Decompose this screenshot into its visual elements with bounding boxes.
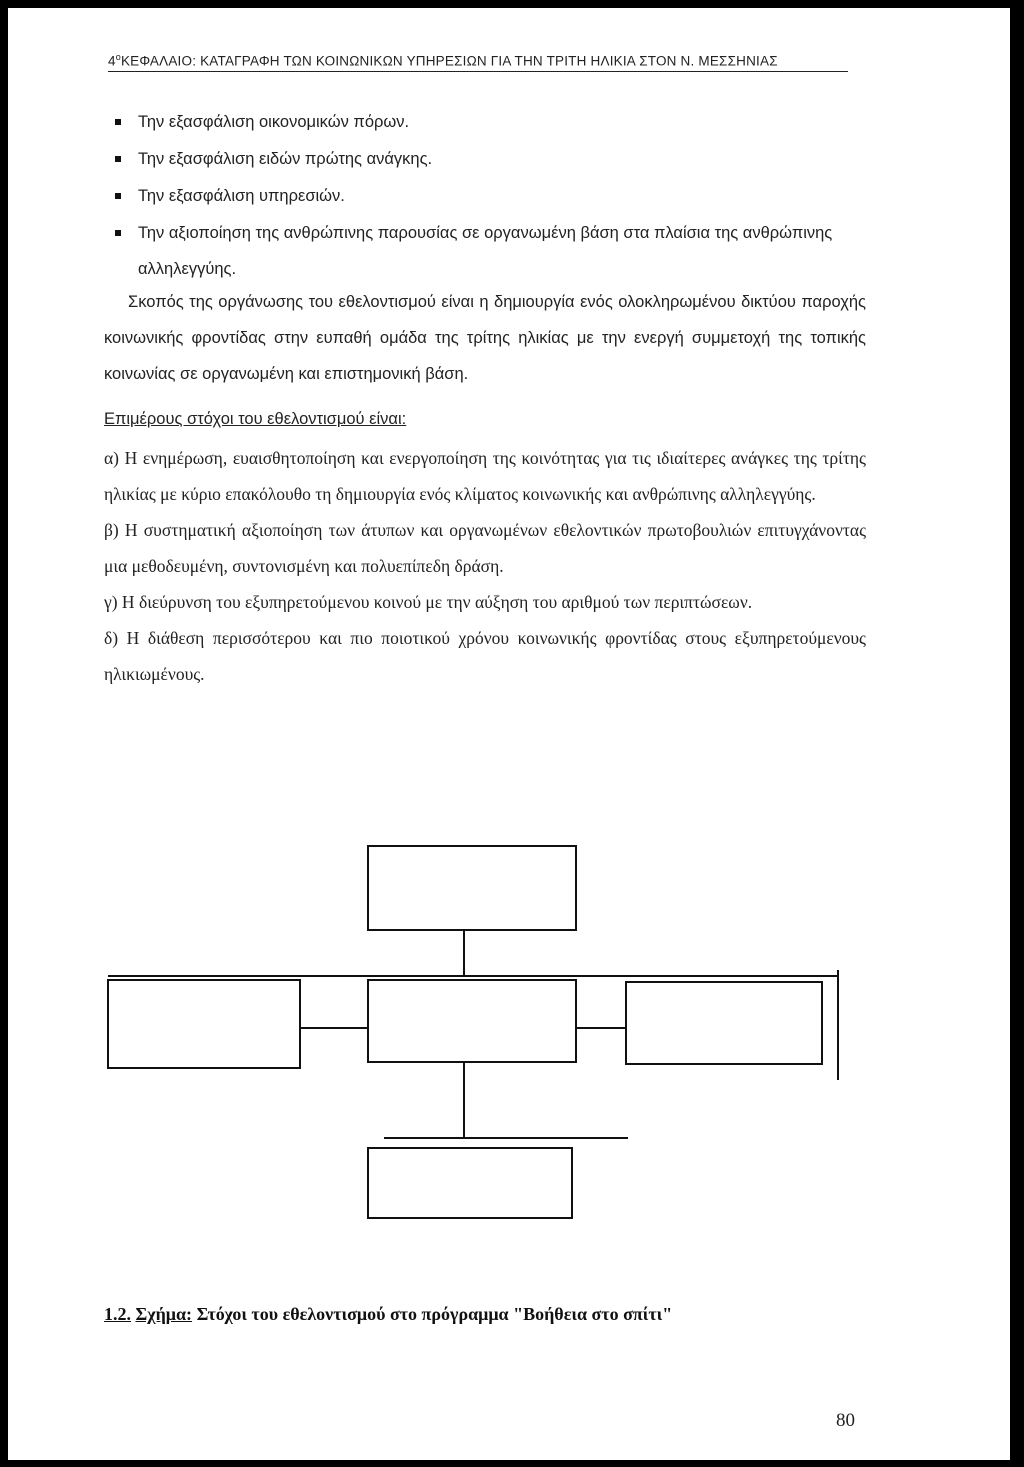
purpose-paragraph: Σκοπός της οργάνωσης του εθελοντισμού είναι η δημιουργία ενός ολοκληρωμένου δικτύου παροχής κοινωνικής φροντίδας στην ευπαθή ομάδα της τρίτης ηλικίας με την ενεργή συμμετοχή της τοπικής κοινωνίας σε οργανωμένη και επιστημονική βάση. [104,293,866,383]
goal-a: α) Η ενημέρωση, ευαισθητοποίηση και ενεργοποίηση της κοινότητας για τις ιδιαίτερες ανάγκες της τρίτης ηλικίας με κύριο επακόλουθο τη δημιουργία ενός κλίματος κοινωνικής και ανθρώπινης αλληλεγγύης. [104,448,866,504]
figure-number: 1.2. [104,1304,131,1324]
bullet-square-icon [115,230,121,236]
chapter-title: ΚΕΦΑΛΑΙΟ: ΚΑΤΑΓΡΑΦΗ ΤΩΝ ΚΟΙΝΩΝΙΚΩΝ ΥΠΗΡΕΣΙΩΝ ΓΙΑ ΤΗΝ ΤΡΙΤΗ ΗΛΙΚΙΑ ΣΤΟΝ Ν. ΜΕΣΣΗΝΙΑΣ [120,53,778,69]
bullet-square-icon [115,193,121,199]
list-item: Την εξασφάλιση υπηρεσιών. [112,178,868,215]
list-item: Την εξασφάλιση ειδών πρώτης ανάγκης. [112,141,868,178]
figure-label: Σχήμα: [135,1304,193,1324]
bullet-list [112,104,868,287]
goal-c: γ) Η διεύρυνση του εξυπηρετούμενου κοινού με την αύξηση του αριθμού των περιπτώσεων. [104,592,753,612]
chapter-number: 4 [108,53,116,69]
goal-b: β) Η συστηματική αξιοποίηση των άτυπων και οργανωμένων εθελοντικών πρωτοβουλιών επιτυγχάνοντας μια μεθοδευμένη, συντονισμένη και πολυεπίπεδη δράση. [104,520,866,576]
goal-d: δ) Η διάθεση περισσότερου και πιο ποιοτικού χρόνου κοινωνικής φροντίδας στους εξυπηρετούμενους ηλικιωμένους. [104,628,866,684]
list-item: Την αξιοποίηση της ανθρώπινης παρουσίας σε οργανωμένη βάση στα πλαίσια της ανθρώπινης αλληλεγγύης. [112,215,868,287]
top-box [368,846,576,930]
figure-title: Στόχοι του εθελοντισμού στο πρόγραμμα "Βοήθεια στο σπίτι" [196,1304,673,1324]
bullet-square-icon [115,156,121,162]
list-item: Την εξασφάλιση οικονομικών πόρων. [112,104,868,141]
bullet-square-icon [115,119,121,125]
right-box [626,982,822,1064]
chapter-superscript: ο [115,52,121,62]
goals-list [104,440,866,692]
goals-heading: Επιμέρους στόχοι του εθελοντισμού είναι: [104,410,407,428]
center-box [368,980,576,1062]
page-number: 80 [836,1410,855,1431]
bottom-box [368,1148,572,1218]
document-page [8,8,1010,1460]
figure-caption [104,1304,672,1325]
left-box [108,980,300,1068]
running-header [108,52,848,72]
